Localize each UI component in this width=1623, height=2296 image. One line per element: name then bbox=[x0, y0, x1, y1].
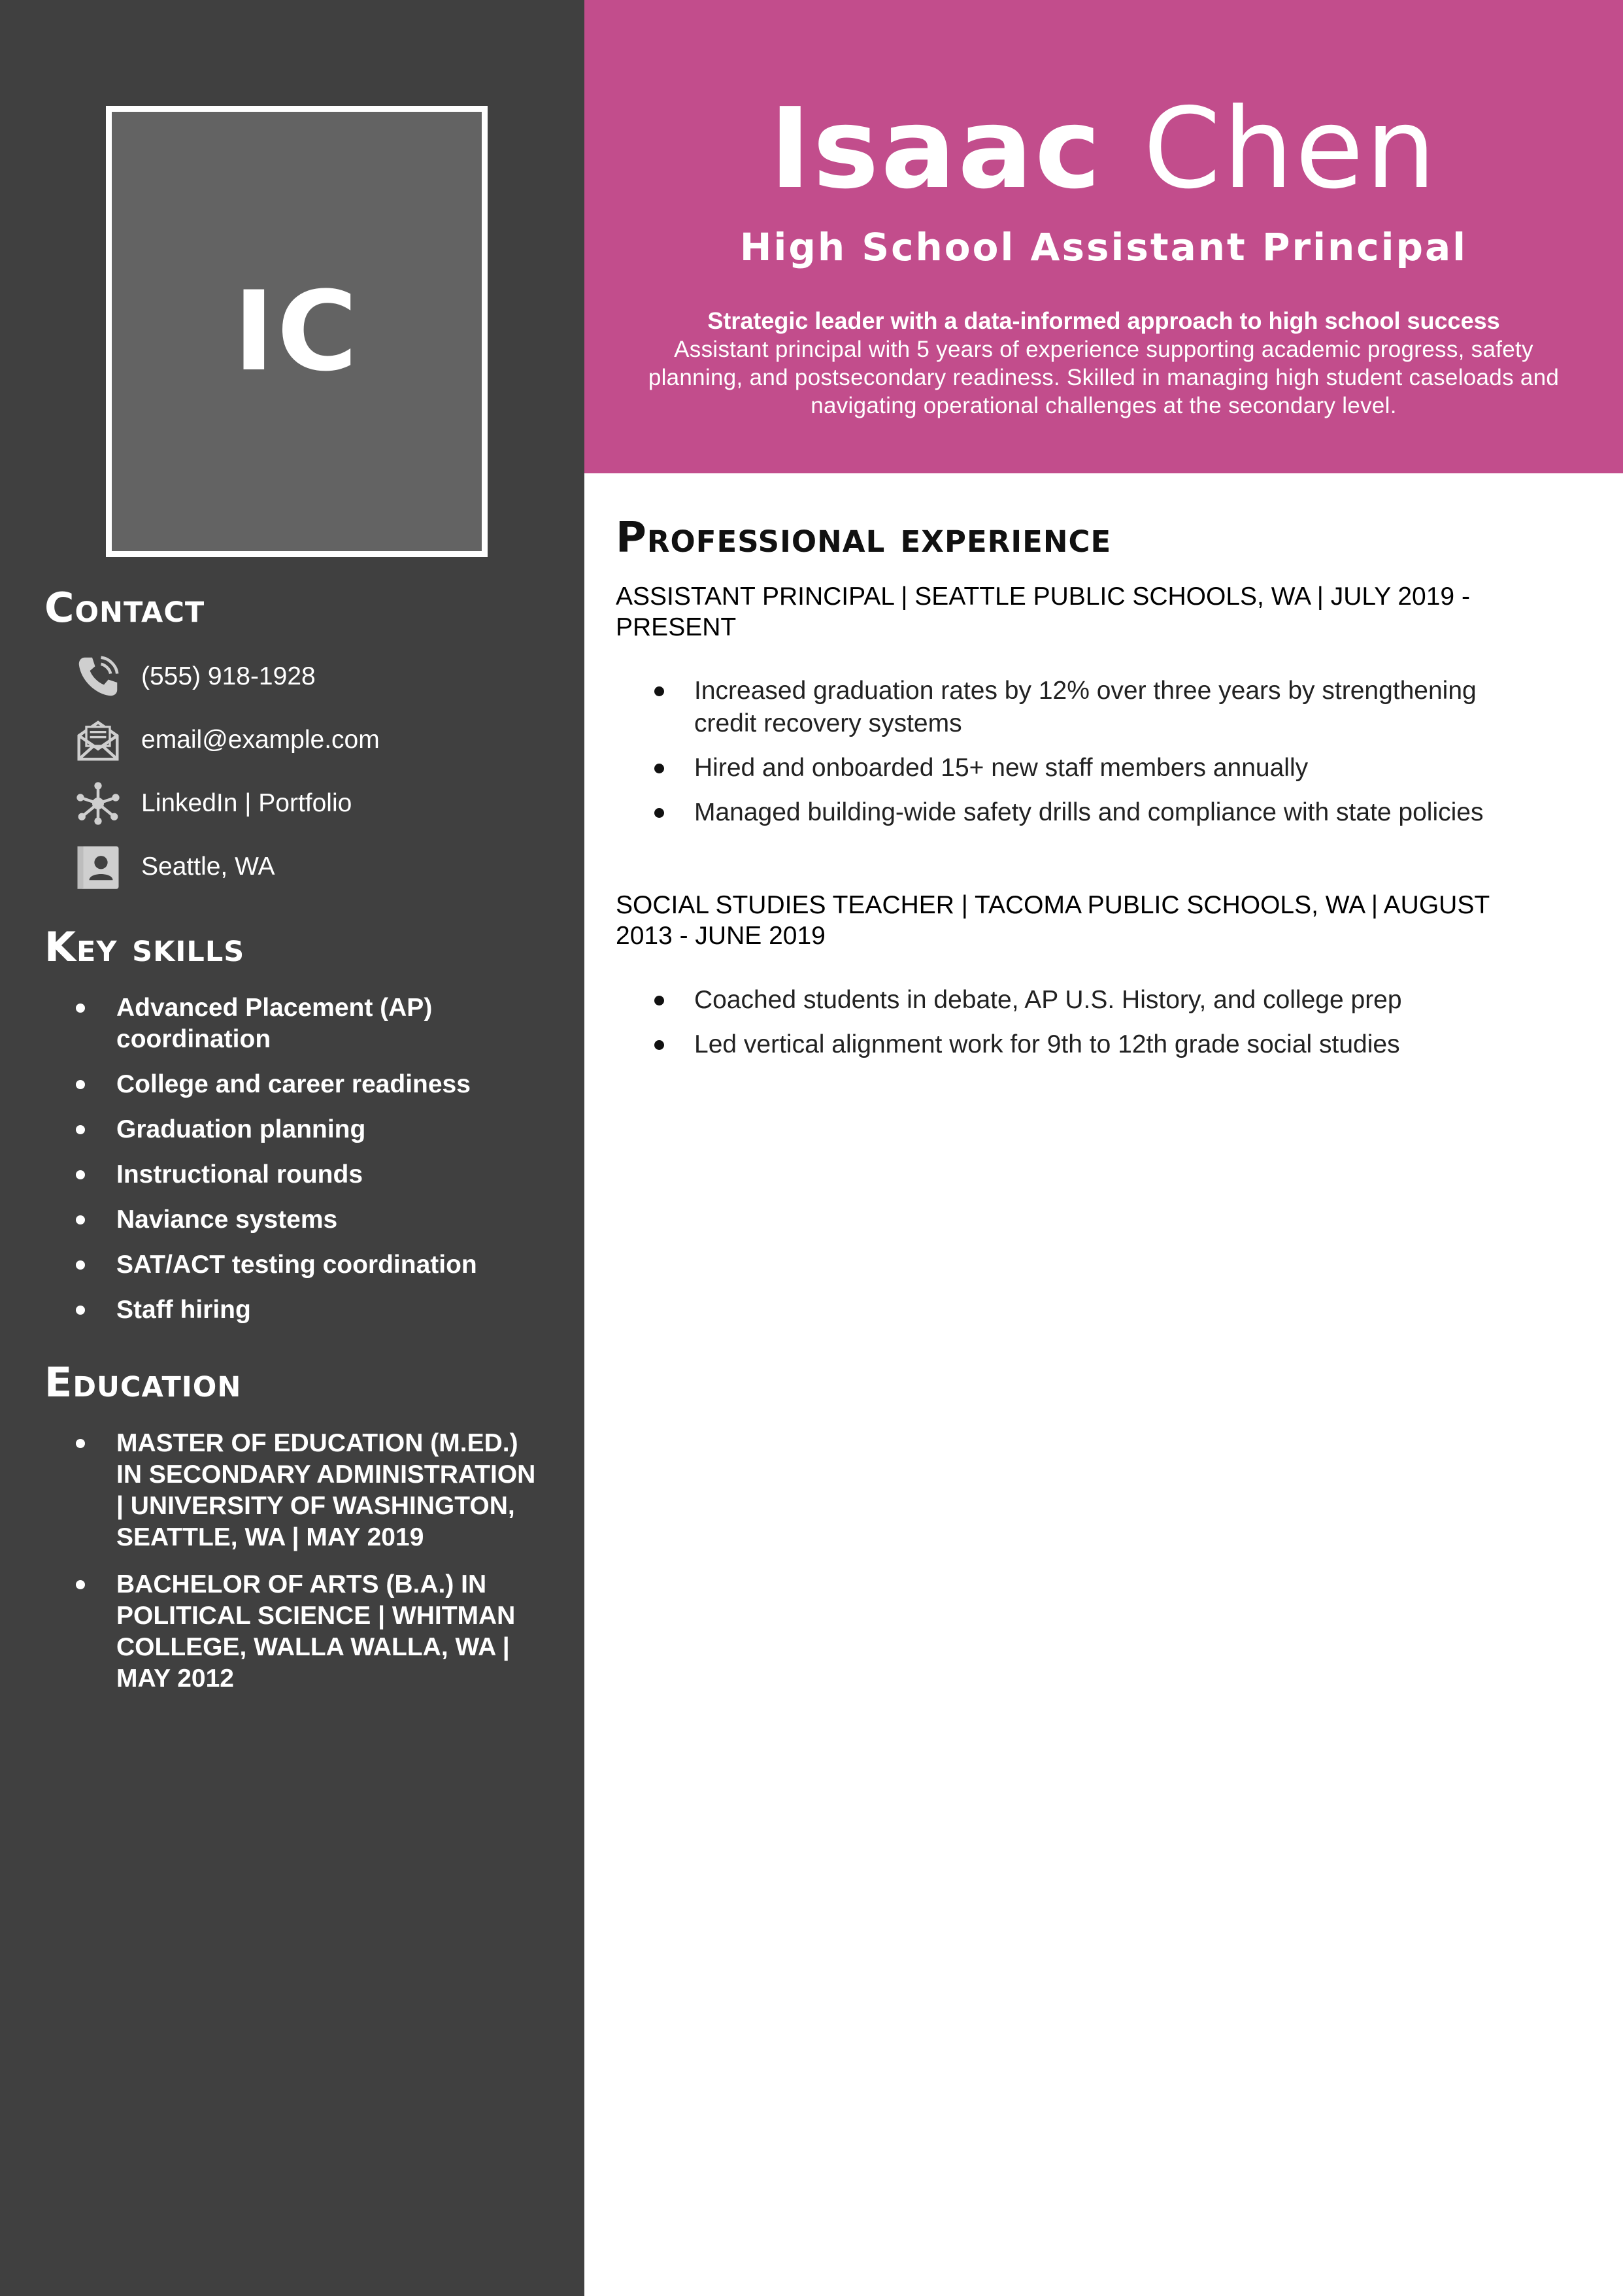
job-1-bullets bbox=[616, 675, 1498, 841]
email-text: email@example.com bbox=[141, 726, 380, 754]
sidebar bbox=[0, 0, 584, 2296]
skill-item: College and career readiness bbox=[0, 1069, 561, 1100]
skill-item: Staff hiring bbox=[0, 1294, 561, 1326]
skill-item: SAT/ACT testing coordination bbox=[0, 1249, 561, 1281]
tagline: Strategic leader with a data-informed approach to high school success bbox=[707, 307, 1500, 334]
network-icon bbox=[72, 777, 124, 830]
job-bullet: Led vertical alignment work for 9th to 12th grade social studies bbox=[616, 1028, 1498, 1061]
skill-item: Advanced Placement (AP) coordination bbox=[0, 992, 561, 1055]
job-title: High School Assistant Principal bbox=[739, 225, 1468, 269]
contact-location bbox=[72, 841, 275, 893]
skill-item: Naviance systems bbox=[0, 1204, 561, 1236]
last-name: Chen bbox=[1143, 84, 1438, 214]
location-text: Seattle, WA bbox=[141, 853, 275, 881]
job-2-bullets bbox=[616, 984, 1498, 1073]
header-band bbox=[584, 0, 1623, 473]
education-heading: Education bbox=[44, 1359, 242, 1406]
links-text: LinkedIn | Portfolio bbox=[141, 789, 352, 817]
education-list bbox=[0, 1428, 548, 1710]
job-bullet: Increased graduation rates by 12% over three years by strengthening credit recovery systems bbox=[616, 675, 1498, 740]
education-item: MASTER OF EDUCATION (M.ED.) IN SECONDARY ADMINISTRATION | UNIVERSITY OF WASHINGTON, SEATTLE, WA | MAY 2019 bbox=[0, 1428, 548, 1553]
contact-heading: Contact bbox=[44, 584, 205, 632]
job-bullet: Coached students in debate, AP U.S. History, and college prep bbox=[616, 984, 1498, 1017]
skills-list bbox=[0, 992, 561, 1340]
job-bullet: Managed building-wide safety drills and compliance with state policies bbox=[616, 796, 1498, 829]
monogram-initials: IC bbox=[233, 267, 360, 396]
phone-icon bbox=[72, 650, 124, 703]
experience-heading: Professional experience bbox=[616, 514, 1112, 562]
location-icon bbox=[72, 841, 124, 893]
skill-item: Graduation planning bbox=[0, 1114, 561, 1145]
job-bullet: Hired and onboarded 15+ new staff members annually bbox=[616, 752, 1498, 785]
email-icon bbox=[72, 714, 124, 766]
skills-heading: Key skills bbox=[44, 923, 245, 971]
job-title-1: ASSISTANT PRINCIPAL | SEATTLE PUBLIC SCHOOLS, WA | JULY 2019 - PRESENT bbox=[616, 582, 1470, 641]
summary: Assistant principal with 5 years of experience supporting academic progress, safety planning, and postsecondary readiness. Skilled in managing high student caseloads and navigating operational challenges at the secondary level. bbox=[648, 337, 1560, 418]
contact-phone bbox=[72, 650, 316, 703]
education-item: BACHELOR OF ARTS (B.A.) IN POLITICAL SCIENCE | WHITMAN COLLEGE, WALLA WALLA, WA | MAY 2012 bbox=[0, 1569, 548, 1695]
job-title-2: SOCIAL STUDIES TEACHER | TACOMA PUBLIC SCHOOLS, WA | AUGUST 2013 - JUNE 2019 bbox=[616, 891, 1490, 950]
contact-links[interactable] bbox=[72, 777, 352, 830]
skill-item: Instructional rounds bbox=[0, 1159, 561, 1190]
first-name: Isaac bbox=[769, 84, 1103, 214]
monogram-box bbox=[106, 106, 488, 557]
phone-text: (555) 918-1928 bbox=[141, 662, 316, 690]
full-name bbox=[584, 84, 1623, 214]
contact-email[interactable] bbox=[72, 714, 380, 766]
